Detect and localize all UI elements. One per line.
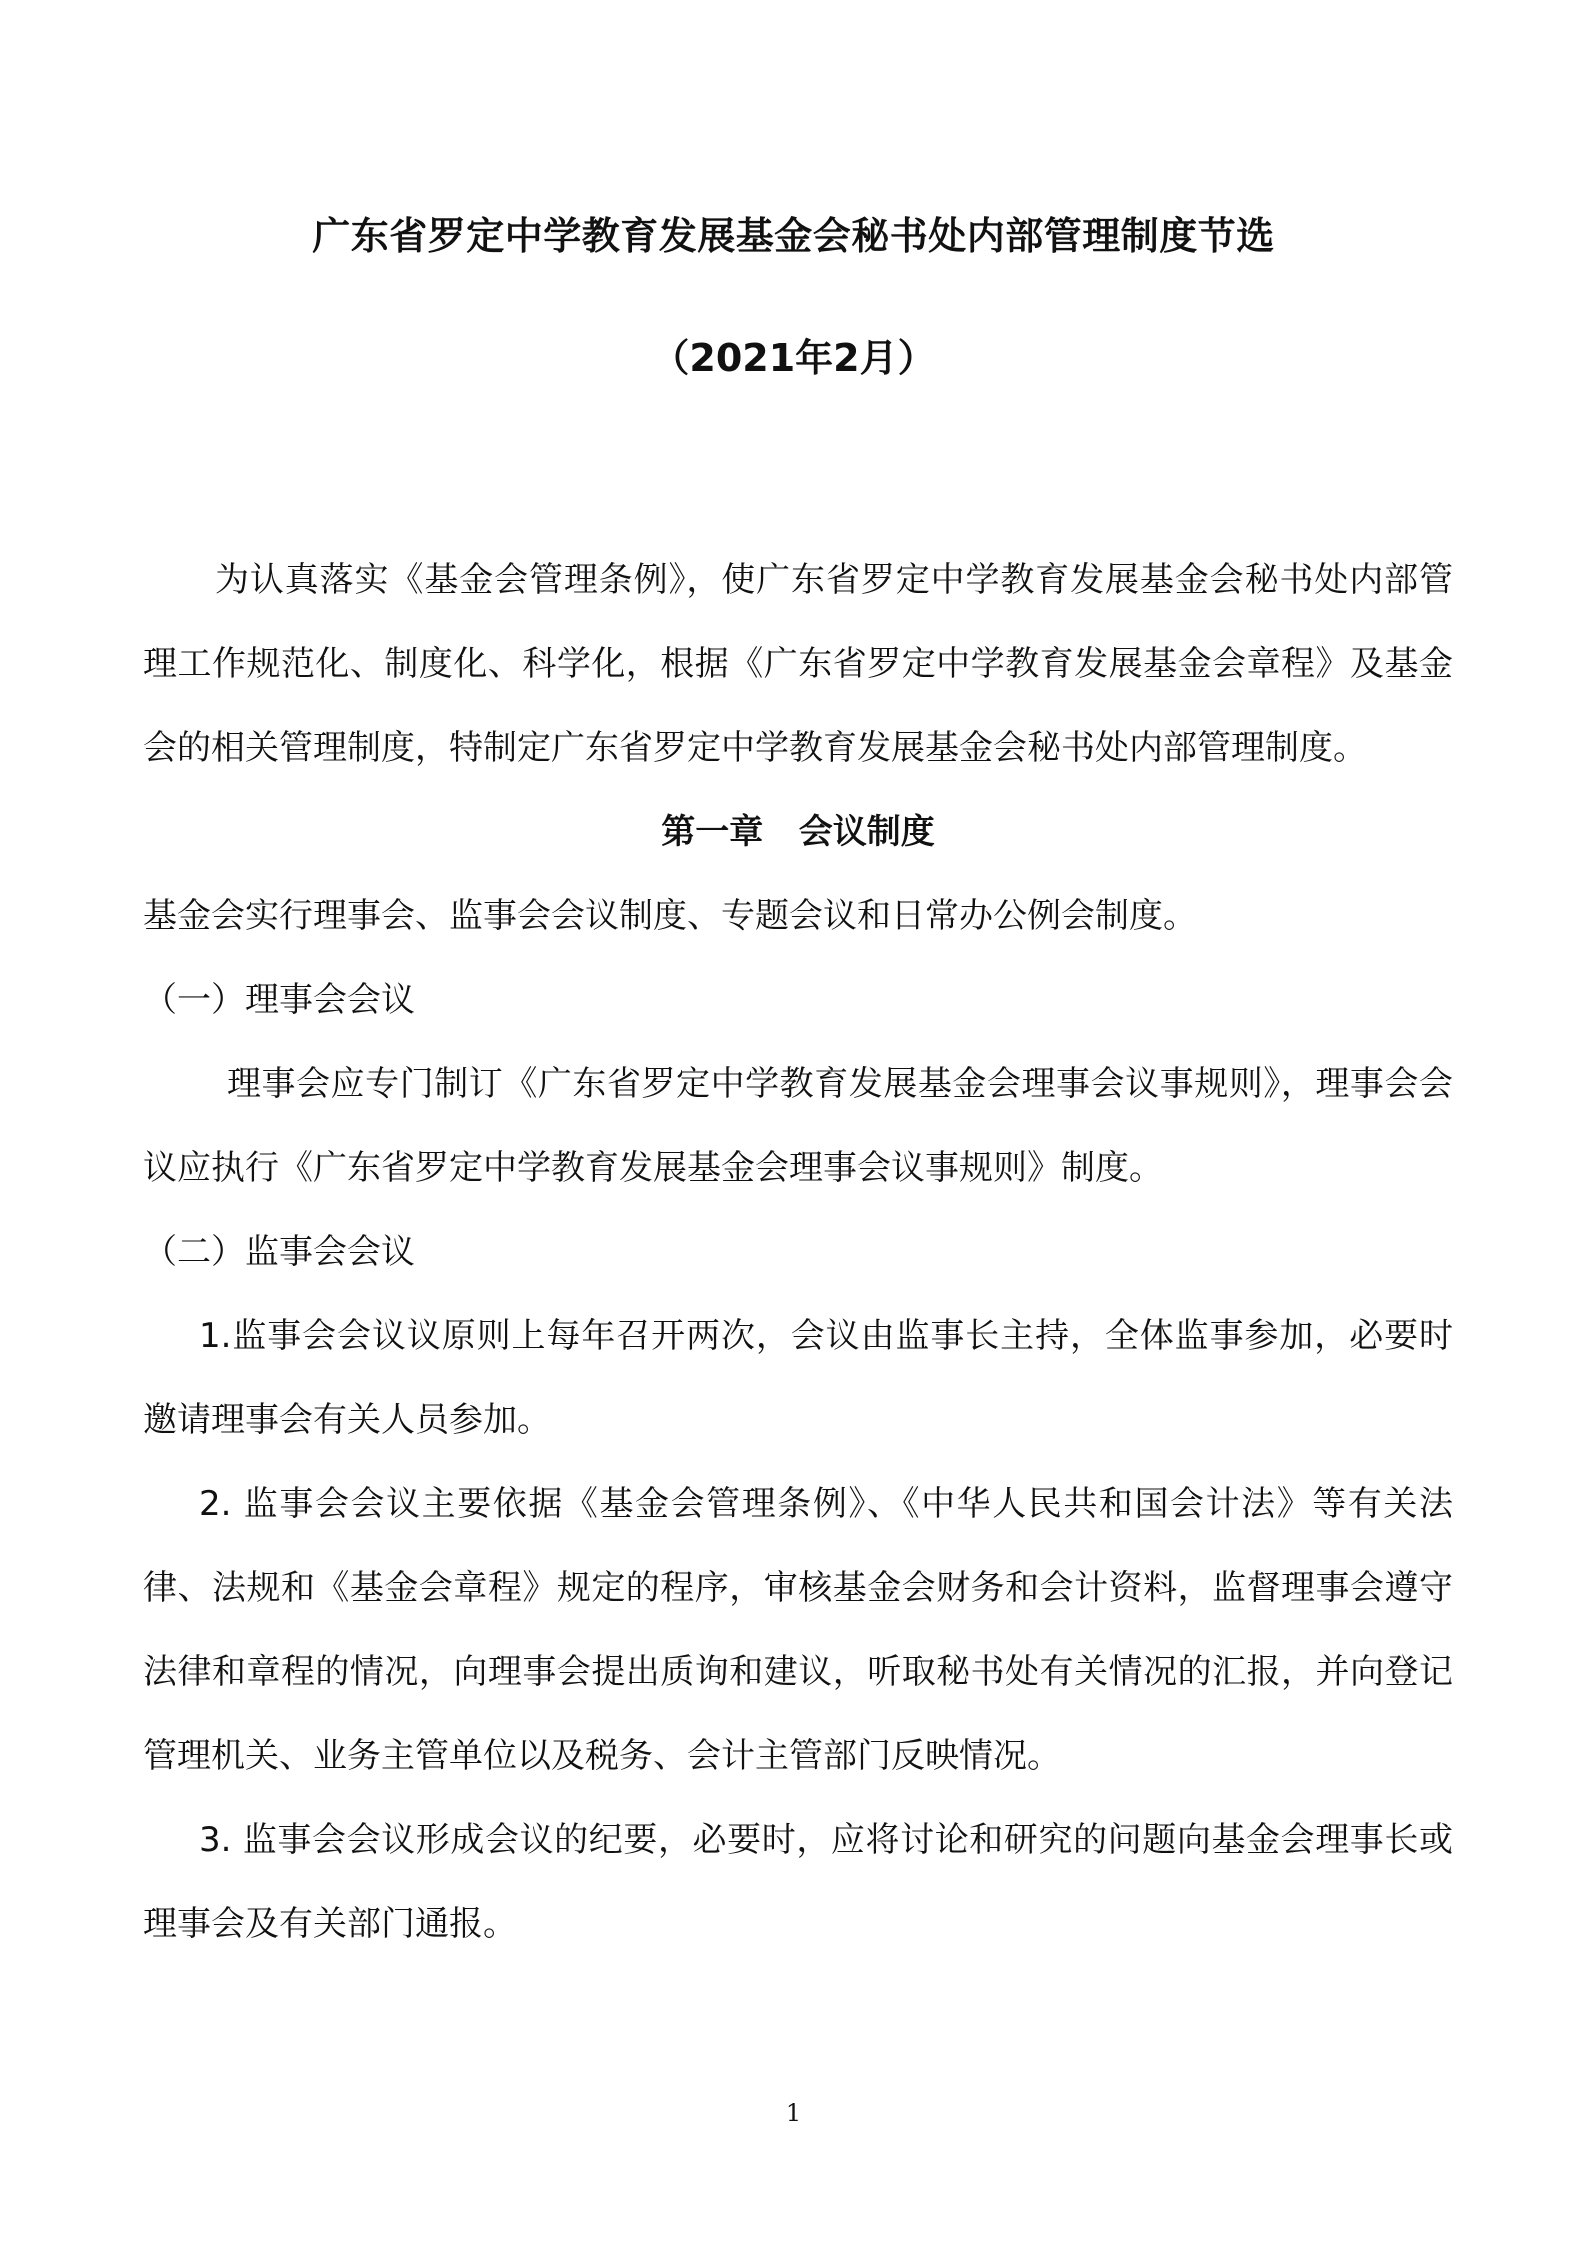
- section-heading-board: （一）理事会会议: [143, 980, 415, 1020]
- document-date: （2021年2月）: [651, 336, 936, 380]
- intro-paragraph: 为认真落实《基金会管理条例》，使广东省罗定中学教育发展基金会秘书处内部管理工作规范化、制度化、科学化，根据《广东省罗定中学教育发展基金会章程》及基金会的相关管理制度，特制定广东省罗定中学教育发展基金会秘书处内部管理制度。: [143, 560, 1453, 768]
- chapter-heading: 第一章 会议制度: [661, 812, 935, 852]
- supervisors-item-3: 3. 监事会会议形成会议的纪要，必要时，应将讨论和研究的问题向基金会理事长或理事会及有关部门通报。: [143, 1820, 1453, 1944]
- document-body: [143, 538, 1453, 1966]
- section-board-paragraph: 理事会应专门制订《广东省罗定中学教育发展基金会理事会议事规则》，理事会会议应执行《广东省罗定中学教育发展基金会理事会议事规则》制度。: [143, 1064, 1453, 1188]
- chapter-intro: 基金会实行理事会、监事会会议制度、专题会议和日常办公例会制度。: [143, 896, 1197, 936]
- section-heading-supervisors: （二）监事会会议: [143, 1232, 415, 1272]
- supervisors-item-1: 1.监事会会议议原则上每年召开两次，会议由监事长主持，全体监事参加，必要时邀请理事会有关人员参加。: [143, 1316, 1453, 1440]
- document-title: 广东省罗定中学教育发展基金会秘书处内部管理制度节选: [312, 214, 1275, 258]
- page-number: 1: [785, 2099, 802, 2127]
- supervisors-item-2: 2. 监事会会议主要依据《基金会管理条例》、《中华人民共和国会计法》等有关法律、法规和《基金会章程》规定的程序，审核基金会财务和会计资料，监督理事会遵守法律和章程的情况，向理事会提出质询和建议，听取秘书处有关情况的汇报，并向登记管理机关、业务主管单位以及税务、会计主管部门反映情况。: [143, 1484, 1453, 1776]
